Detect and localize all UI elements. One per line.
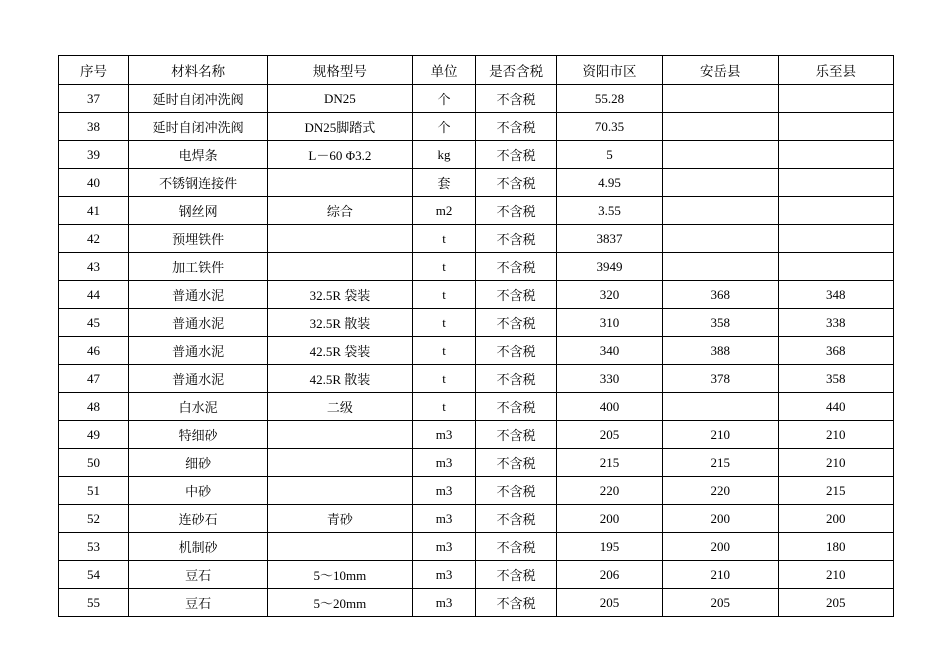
- cell-ziyang-city: 220: [556, 477, 662, 505]
- column-header-material-name: 材料名称: [129, 56, 268, 85]
- cell-tax-included: 不含税: [476, 505, 556, 533]
- cell-unit: t: [412, 337, 476, 365]
- cell-index: 47: [59, 365, 129, 393]
- cell-index: 45: [59, 309, 129, 337]
- cell-specification: 综合: [268, 197, 412, 225]
- cell-anyue-county: [663, 141, 778, 169]
- cell-material-name: 豆石: [129, 561, 268, 589]
- cell-ziyang-city: 320: [556, 281, 662, 309]
- cell-material-name: 普通水泥: [129, 309, 268, 337]
- table-row: [59, 393, 894, 421]
- cell-lezhi-county: 210: [778, 449, 894, 477]
- cell-lezhi-county: 215: [778, 477, 894, 505]
- cell-anyue-county: [663, 225, 778, 253]
- cell-index: 55: [59, 589, 129, 617]
- table-row: [59, 169, 894, 197]
- cell-tax-included: 不含税: [476, 197, 556, 225]
- cell-anyue-county: 388: [663, 337, 778, 365]
- cell-lezhi-county: [778, 113, 894, 141]
- cell-ziyang-city: 200: [556, 505, 662, 533]
- cell-specification: [268, 533, 412, 561]
- cell-anyue-county: 215: [663, 449, 778, 477]
- cell-material-name: 电焊条: [129, 141, 268, 169]
- cell-tax-included: 不含税: [476, 561, 556, 589]
- cell-unit: m2: [412, 197, 476, 225]
- cell-ziyang-city: 3.55: [556, 197, 662, 225]
- cell-lezhi-county: 200: [778, 505, 894, 533]
- cell-index: 54: [59, 561, 129, 589]
- table-body: [59, 85, 894, 617]
- cell-specification: 青砂: [268, 505, 412, 533]
- cell-tax-included: 不含税: [476, 309, 556, 337]
- cell-tax-included: 不含税: [476, 589, 556, 617]
- table-row: [59, 533, 894, 561]
- cell-specification: 5～10mm: [268, 561, 412, 589]
- table-row: [59, 113, 894, 141]
- cell-material-name: 延时自闭冲洗阀: [129, 113, 268, 141]
- cell-ziyang-city: 400: [556, 393, 662, 421]
- cell-specification: DN25: [268, 85, 412, 113]
- cell-anyue-county: 205: [663, 589, 778, 617]
- cell-unit: m3: [412, 589, 476, 617]
- cell-anyue-county: 210: [663, 561, 778, 589]
- table-row: [59, 225, 894, 253]
- cell-unit: t: [412, 281, 476, 309]
- cell-tax-included: 不含税: [476, 141, 556, 169]
- cell-material-name: 白水泥: [129, 393, 268, 421]
- cell-index: 40: [59, 169, 129, 197]
- cell-index: 43: [59, 253, 129, 281]
- cell-unit: m3: [412, 421, 476, 449]
- cell-specification: 42.5R 散装: [268, 365, 412, 393]
- cell-unit: m3: [412, 533, 476, 561]
- cell-anyue-county: [663, 253, 778, 281]
- table-row: [59, 589, 894, 617]
- table-row: [59, 561, 894, 589]
- cell-ziyang-city: 205: [556, 589, 662, 617]
- cell-ziyang-city: 5: [556, 141, 662, 169]
- cell-index: 52: [59, 505, 129, 533]
- cell-index: 51: [59, 477, 129, 505]
- cell-unit: 套: [412, 169, 476, 197]
- table-row: [59, 85, 894, 113]
- cell-lezhi-county: 440: [778, 393, 894, 421]
- column-header-unit: 单位: [412, 56, 476, 85]
- cell-lezhi-county: [778, 253, 894, 281]
- cell-unit: m3: [412, 449, 476, 477]
- table-header-row: [59, 56, 894, 85]
- table-row: [59, 197, 894, 225]
- cell-lezhi-county: [778, 141, 894, 169]
- cell-lezhi-county: 358: [778, 365, 894, 393]
- cell-index: 53: [59, 533, 129, 561]
- cell-anyue-county: [663, 113, 778, 141]
- cell-lezhi-county: [778, 225, 894, 253]
- table-row: [59, 365, 894, 393]
- cell-anyue-county: [663, 169, 778, 197]
- table-row: [59, 337, 894, 365]
- cell-unit: m3: [412, 505, 476, 533]
- cell-tax-included: 不含税: [476, 113, 556, 141]
- cell-unit: kg: [412, 141, 476, 169]
- cell-specification: 5～20mm: [268, 589, 412, 617]
- table-header: [59, 56, 894, 85]
- cell-lezhi-county: [778, 85, 894, 113]
- column-header-tax-included: 是否含税: [476, 56, 556, 85]
- cell-specification: 32.5R 袋装: [268, 281, 412, 309]
- cell-unit: m3: [412, 561, 476, 589]
- table-row: [59, 141, 894, 169]
- cell-lezhi-county: 205: [778, 589, 894, 617]
- column-header-index: 序号: [59, 56, 129, 85]
- cell-unit: m3: [412, 477, 476, 505]
- cell-material-name: 细砂: [129, 449, 268, 477]
- cell-material-name: 豆石: [129, 589, 268, 617]
- cell-anyue-county: [663, 393, 778, 421]
- cell-anyue-county: 358: [663, 309, 778, 337]
- cell-material-name: 普通水泥: [129, 337, 268, 365]
- cell-ziyang-city: 4.95: [556, 169, 662, 197]
- table-row: [59, 477, 894, 505]
- cell-ziyang-city: 215: [556, 449, 662, 477]
- cell-ziyang-city: 310: [556, 309, 662, 337]
- cell-index: 39: [59, 141, 129, 169]
- cell-ziyang-city: 3837: [556, 225, 662, 253]
- cell-specification: [268, 225, 412, 253]
- cell-ziyang-city: 340: [556, 337, 662, 365]
- cell-unit: t: [412, 365, 476, 393]
- cell-lezhi-county: [778, 169, 894, 197]
- cell-specification: 32.5R 散装: [268, 309, 412, 337]
- table-row: [59, 281, 894, 309]
- cell-index: 38: [59, 113, 129, 141]
- cell-anyue-county: 378: [663, 365, 778, 393]
- cell-ziyang-city: 3949: [556, 253, 662, 281]
- cell-unit: t: [412, 225, 476, 253]
- cell-lezhi-county: 210: [778, 421, 894, 449]
- material-price-table-container: [58, 55, 894, 617]
- cell-tax-included: 不含税: [476, 169, 556, 197]
- cell-anyue-county: 368: [663, 281, 778, 309]
- cell-lezhi-county: 368: [778, 337, 894, 365]
- cell-tax-included: 不含税: [476, 477, 556, 505]
- column-header-lezhi-county: 乐至县: [778, 56, 894, 85]
- cell-material-name: 加工铁件: [129, 253, 268, 281]
- table-row: [59, 449, 894, 477]
- cell-specification: [268, 449, 412, 477]
- cell-unit: 个: [412, 85, 476, 113]
- column-header-anyue-county: 安岳县: [663, 56, 778, 85]
- cell-tax-included: 不含税: [476, 393, 556, 421]
- cell-anyue-county: 200: [663, 505, 778, 533]
- table-row: [59, 309, 894, 337]
- cell-specification: [268, 253, 412, 281]
- material-price-table: [58, 55, 894, 617]
- cell-unit: t: [412, 253, 476, 281]
- cell-tax-included: 不含税: [476, 533, 556, 561]
- cell-index: 41: [59, 197, 129, 225]
- cell-lezhi-county: 338: [778, 309, 894, 337]
- table-row: [59, 505, 894, 533]
- cell-anyue-county: 220: [663, 477, 778, 505]
- cell-tax-included: 不含税: [476, 85, 556, 113]
- cell-anyue-county: 210: [663, 421, 778, 449]
- cell-tax-included: 不含税: [476, 449, 556, 477]
- cell-ziyang-city: 55.28: [556, 85, 662, 113]
- cell-index: 46: [59, 337, 129, 365]
- cell-material-name: 普通水泥: [129, 365, 268, 393]
- cell-anyue-county: 200: [663, 533, 778, 561]
- cell-index: 42: [59, 225, 129, 253]
- cell-index: 48: [59, 393, 129, 421]
- column-header-specification: 规格型号: [268, 56, 412, 85]
- cell-material-name: 钢丝网: [129, 197, 268, 225]
- cell-tax-included: 不含税: [476, 225, 556, 253]
- cell-material-name: 普通水泥: [129, 281, 268, 309]
- cell-material-name: 延时自闭冲洗阀: [129, 85, 268, 113]
- cell-tax-included: 不含税: [476, 421, 556, 449]
- cell-index: 50: [59, 449, 129, 477]
- table-row: [59, 421, 894, 449]
- cell-tax-included: 不含税: [476, 337, 556, 365]
- cell-material-name: 机制砂: [129, 533, 268, 561]
- cell-unit: t: [412, 309, 476, 337]
- cell-anyue-county: [663, 85, 778, 113]
- cell-anyue-county: [663, 197, 778, 225]
- cell-ziyang-city: 330: [556, 365, 662, 393]
- cell-specification: 二级: [268, 393, 412, 421]
- cell-unit: t: [412, 393, 476, 421]
- cell-index: 44: [59, 281, 129, 309]
- cell-lezhi-county: 348: [778, 281, 894, 309]
- cell-specification: [268, 421, 412, 449]
- cell-material-name: 中砂: [129, 477, 268, 505]
- cell-lezhi-county: [778, 197, 894, 225]
- cell-specification: DN25脚踏式: [268, 113, 412, 141]
- cell-ziyang-city: 206: [556, 561, 662, 589]
- cell-ziyang-city: 195: [556, 533, 662, 561]
- cell-material-name: 特细砂: [129, 421, 268, 449]
- column-header-ziyang-city: 资阳市区: [556, 56, 662, 85]
- cell-material-name: 连砂石: [129, 505, 268, 533]
- table-row: [59, 253, 894, 281]
- cell-tax-included: 不含税: [476, 281, 556, 309]
- cell-lezhi-county: 210: [778, 561, 894, 589]
- cell-unit: 个: [412, 113, 476, 141]
- cell-material-name: 预埋铁件: [129, 225, 268, 253]
- cell-ziyang-city: 70.35: [556, 113, 662, 141]
- cell-specification: [268, 477, 412, 505]
- cell-lezhi-county: 180: [778, 533, 894, 561]
- cell-tax-included: 不含税: [476, 253, 556, 281]
- cell-tax-included: 不含税: [476, 365, 556, 393]
- cell-specification: 42.5R 袋装: [268, 337, 412, 365]
- cell-index: 37: [59, 85, 129, 113]
- cell-index: 49: [59, 421, 129, 449]
- cell-specification: [268, 169, 412, 197]
- cell-ziyang-city: 205: [556, 421, 662, 449]
- cell-material-name: 不锈钢连接件: [129, 169, 268, 197]
- cell-specification: L－60 Φ3.2: [268, 141, 412, 169]
